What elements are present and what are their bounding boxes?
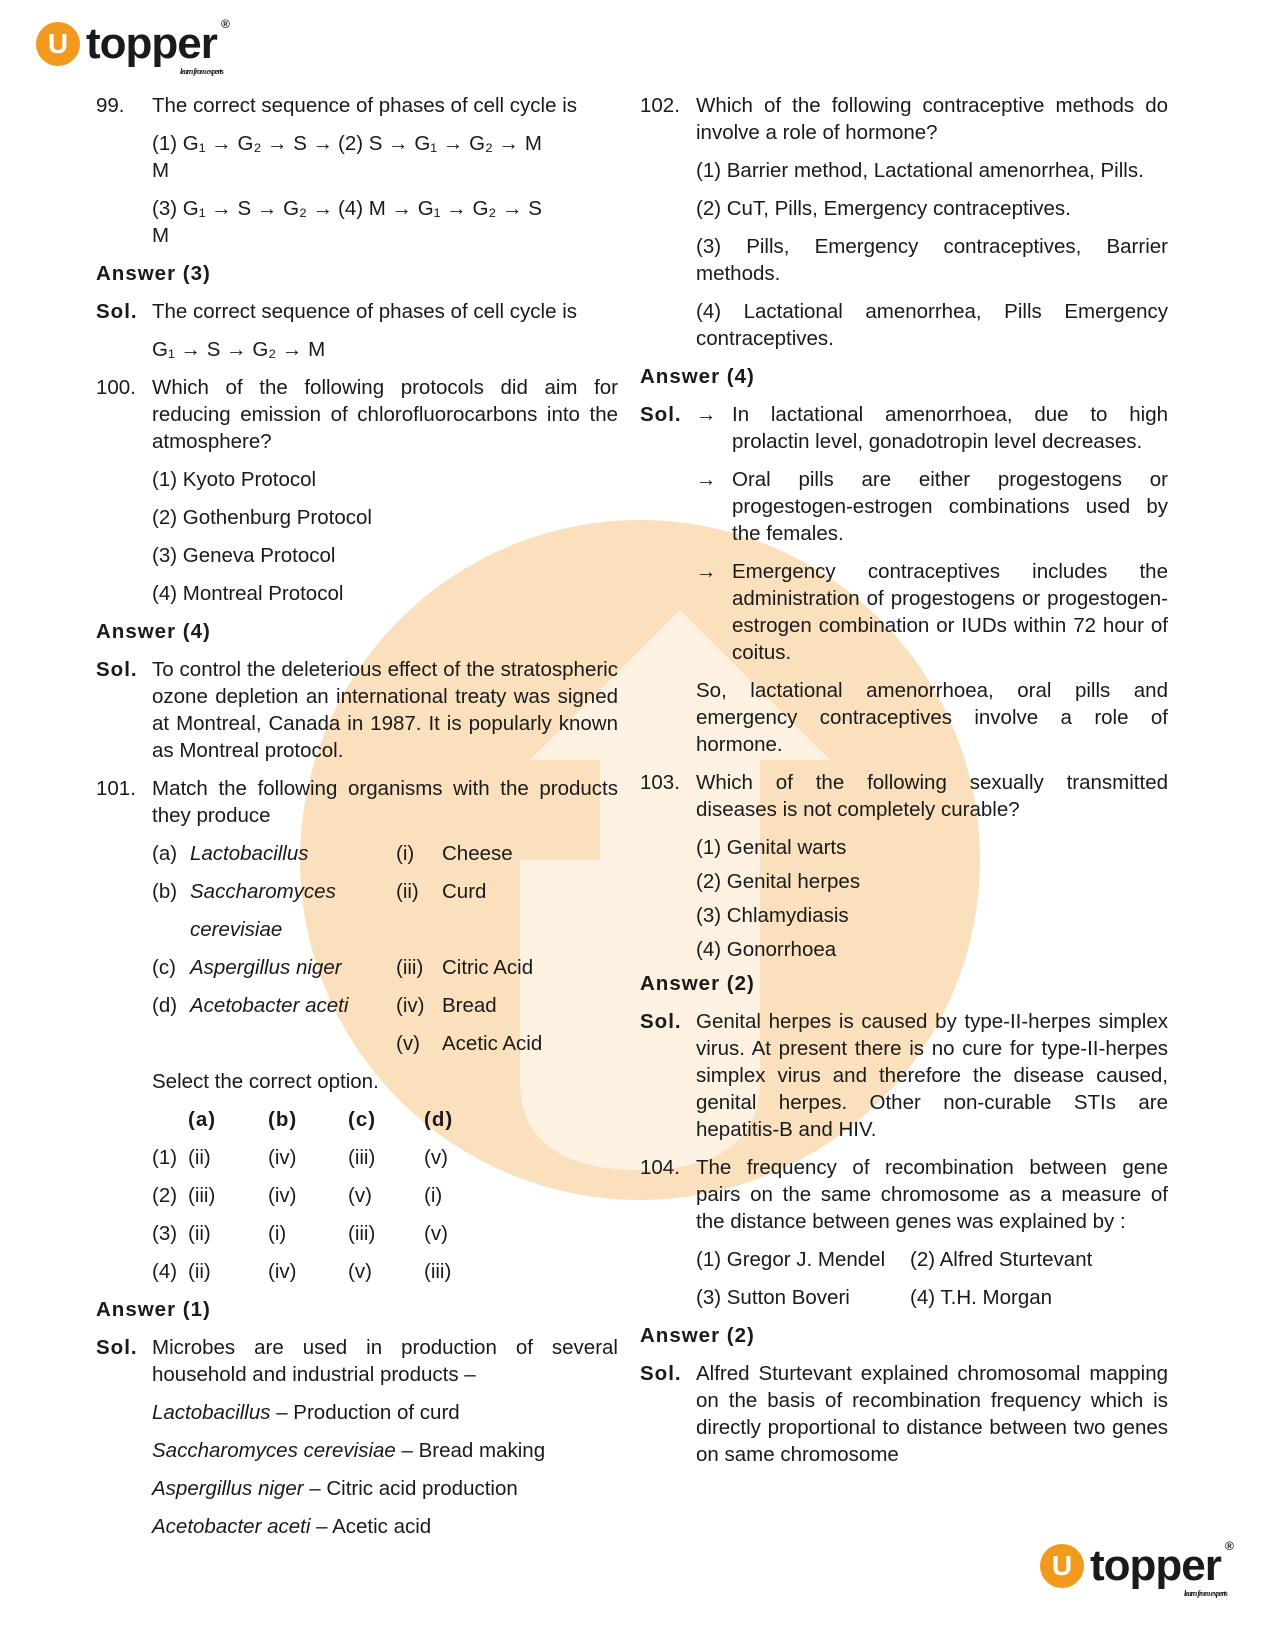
logo-tagline: learn from experts [1184,1589,1227,1598]
question-number: 101. [96,777,136,800]
sol-label: Sol. [640,1010,682,1033]
answer-104: Answer (2) [640,1324,755,1347]
match-right [396,992,497,1019]
option: (2) CuT, Pills, Emergency contraceptives. [696,197,1071,220]
match-table [96,840,618,1057]
grid-cell: (iv) [268,1260,297,1283]
option: (4) Gonorrhoea [696,938,837,961]
match-left-label: (b) [152,880,178,903]
product-name: Acetic Acid [442,1032,543,1055]
answer-100: Answer (4) [96,620,211,643]
option: (1) G₁ → G₂ → S → M [152,132,334,182]
question-text: The correct sequence of phases of cell cycle is [152,94,578,117]
arrow-right-icon: → [696,468,717,491]
match-right [396,878,486,905]
match-row [152,916,618,943]
match-row [152,840,618,867]
match-right-label: (v) [396,1032,420,1055]
organism-name: Acetobacter aceti [190,994,349,1017]
q104-options-row2 [640,1284,1168,1311]
match-right-label: (i) [396,842,415,865]
sol-point: In lactational amenorrhoea, due to high prolactin level, gonadotropin level decreases. [732,403,1168,453]
match-row [152,1030,618,1057]
grid-row [152,1144,618,1171]
sol-point: Emergency contraceptives includes the administration of progestogens or progestogen-estrogen combination or IUDs within 72 hour of coitus. [732,560,1168,664]
q99-options-row1 [96,130,618,184]
logo-registered: ® [1225,1539,1233,1553]
grid-cell: (i) [268,1222,287,1245]
question-100 [96,374,618,455]
sol-point: Oral pills are either progestogens or progestogen-estrogen combinations used by the females. [732,468,1168,545]
option: (1) Barrier method, Lactational amenorrhea, Pills. [696,159,1144,182]
question-text: Which of the following protocols did aim for reducing emission of chlorofluorocarbons into the atmosphere? [152,376,618,453]
option: (1) Gregor J. Mendel [696,1248,886,1271]
match-left-label: (c) [152,956,176,979]
question-number: 100. [96,376,136,399]
sol-sequence: G₁ → S → G₂ → M [152,338,326,361]
grid-cell: (iii) [348,1146,376,1169]
option: (4) T.H. Morgan [910,1286,1053,1309]
grid-cell: (v) [424,1222,448,1245]
solution-102-point-3 [640,558,1168,666]
logo-tagline: learn from experts [180,67,223,76]
option: (3) G₁ → S → G₂ → M [152,197,334,247]
grid-row [152,1106,618,1133]
question-number: 104. [640,1156,680,1179]
grid-cell: (a) [188,1108,217,1131]
product-name: Curd [442,880,487,903]
match-left [152,840,396,867]
match-right [396,1030,542,1057]
organism-name: Lactobacillus [152,1401,271,1424]
match-right-label: (ii) [396,880,419,903]
match-right-label: (iv) [396,994,425,1017]
grid-cell: (iv) [268,1146,297,1169]
grid-cell: (v) [348,1260,372,1283]
grid-cell: (b) [268,1108,298,1131]
option: (3) Sutton Boveri [696,1286,850,1309]
organism-use: – Acetic acid [310,1515,432,1538]
sol-label: Sol. [640,1362,682,1385]
product-name: Cheese [442,842,513,865]
grid-cell: (ii) [188,1260,211,1283]
grid-cell: (c) [348,1108,377,1131]
sol-item [96,1437,618,1464]
logo-text: topper [1090,1541,1221,1590]
sol-text: The correct sequence of phases of cell cycle is [152,300,578,323]
sol-label: Sol. [640,403,682,426]
sol-items [96,1399,618,1540]
answer-grid [96,1106,618,1285]
match-right-label: (iii) [396,956,424,979]
organism-name: Acetobacter aceti [152,1515,311,1538]
question-101 [96,775,618,829]
grid-cell [152,1106,188,1133]
sol-text: To control the deleterious effect of the stratospheric ozone depletion an international treaty was signed at Montreal, Canada in 1987. It is popularly known as Montreal protocol. [152,658,618,762]
organism-name: Saccharomyces cerevisiae [152,1439,396,1462]
question-text: The frequency of recombination between gene pairs on the same chromosome as a measure of the distance between genes was explained by : [696,1156,1168,1233]
footer-logo [1040,1539,1233,1598]
grid-cell: (iv) [268,1184,297,1207]
grid-cell: (iii) [424,1260,452,1283]
answer-101: Answer (1) [96,1298,211,1321]
product-name: Bread [442,994,497,1017]
grid-cell: (ii) [188,1222,211,1245]
logo-mark-icon: U [1040,1544,1084,1588]
match-left [152,878,396,905]
organism-name: cerevisiae [190,918,283,941]
match-left-label: (d) [152,994,178,1017]
option: (3) Pills, Emergency contraceptives, Barrier methods. [696,235,1168,285]
grid-cell: (v) [424,1146,448,1169]
logo-text: topper [86,19,217,68]
solution-101 [96,1334,618,1388]
grid-cell: (i) [424,1184,443,1207]
organism-use: – Bread making [395,1439,546,1462]
q104-options-row1 [640,1246,1168,1273]
match-left [152,992,396,1019]
answer-103: Answer (2) [640,972,755,995]
grid-cell: (iii) [188,1184,216,1207]
question-103 [640,769,1168,823]
question-text: Which of the following contraceptive methods do involve a role of hormone? [696,94,1168,144]
match-left [152,1030,396,1057]
organism-name: Saccharomyces [190,880,336,903]
grid-cell: (4) [152,1260,178,1283]
option: (2) S → G₁ → G₂ → M [338,132,542,155]
option: (2) Alfred Sturtevant [910,1248,1093,1271]
sol-text: Alfred Sturtevant explained chromosomal mapping on the basis of recombination frequency which is directly proportional to distance between two genes on same chromosome [696,1362,1168,1466]
option: (4) Montreal Protocol [152,582,344,605]
question-102 [640,92,1168,146]
solution-103 [640,1008,1168,1143]
match-left [152,954,396,981]
match-left-label [152,1030,190,1057]
question-104 [640,1154,1168,1235]
answer-99: Answer (3) [96,262,211,285]
option: (3) Geneva Protocol [152,544,336,567]
logo-registered: ® [221,17,229,31]
organism-name: Aspergillus niger [190,956,342,979]
option: (1) Genital warts [696,836,847,859]
arrow-right-icon: → [696,403,717,426]
question-text: Match the following organisms with the products they produce [152,777,618,827]
solution-99 [96,298,618,325]
header-logo [36,17,229,76]
question-number: 103. [640,771,680,794]
grid-cell: (iii) [348,1222,376,1245]
sol-text: Microbes are used in production of several household and industrial products – [152,1336,618,1386]
question-99 [96,92,618,119]
sol-label: Sol. [96,658,138,681]
solution-102-point-2 [640,466,1168,547]
q99-options-row2 [96,195,618,249]
match-row [152,878,618,905]
right-column [640,92,1168,1479]
grid-row [152,1220,618,1247]
sol-item [96,1399,618,1426]
match-left-label [152,916,190,943]
solution-100 [96,656,618,764]
grid-cell: (3) [152,1222,178,1245]
solution-102-point-1 [640,401,1168,455]
question-number: 99. [96,94,125,117]
solution-104 [640,1360,1168,1468]
sol-item [96,1475,618,1502]
select-prompt: Select the correct option. [152,1070,379,1093]
question-number: 102. [640,94,680,117]
sol-label: Sol. [96,300,138,323]
match-left-label: (a) [152,842,178,865]
organism-use: – Citric acid production [303,1477,518,1500]
logo-mark-icon: U [36,22,80,66]
logo-wordmark [1090,1539,1233,1598]
logo-wordmark [86,17,229,76]
grid-row [152,1258,618,1285]
organism-name: Lactobacillus [190,842,309,865]
option: (4) Lactational amenorrhea, Pills Emergency contraceptives. [696,300,1168,350]
organism-use: – Production of curd [270,1401,460,1424]
grid-cell: (1) [152,1146,178,1169]
grid-cell: (ii) [188,1146,211,1169]
match-right [396,954,533,981]
match-right [396,840,513,867]
question-text: Which of the following sexually transmitted diseases is not completely curable? [696,771,1168,821]
option: (1) Kyoto Protocol [152,468,317,491]
option: (3) Chlamydiasis [696,904,849,927]
answer-102: Answer (4) [640,365,755,388]
option: (4) M → G₁ → G₂ → S [338,197,542,220]
left-column [96,92,618,1551]
grid-cell: (2) [152,1184,178,1207]
grid-cell: (d) [424,1108,454,1131]
sol-item [96,1513,618,1540]
match-right-label [396,916,442,943]
match-right [396,916,442,943]
match-row [152,954,618,981]
match-left [152,916,396,943]
organism-name: Aspergillus niger [152,1477,304,1500]
match-row [152,992,618,1019]
arrow-right-icon: → [696,560,717,583]
grid-row [152,1182,618,1209]
product-name: Citric Acid [442,956,534,979]
option: (2) Genital herpes [696,870,861,893]
grid-cell: (v) [348,1184,372,1207]
sol-label: Sol. [96,1336,138,1359]
sol-text: Genital herpes is caused by type-II-herpes simplex virus. At present there is no cure for type-II-herpes simplex virus and therefore the disease caused, genital herpes. Other non-curable STIs are hepatitis-B and HIV. [696,1010,1168,1141]
option: (2) Gothenburg Protocol [152,506,372,529]
sol-conclusion: So, lactational amenorrhoea, oral pills and emergency contraceptives involve a role of hormone. [696,679,1168,756]
